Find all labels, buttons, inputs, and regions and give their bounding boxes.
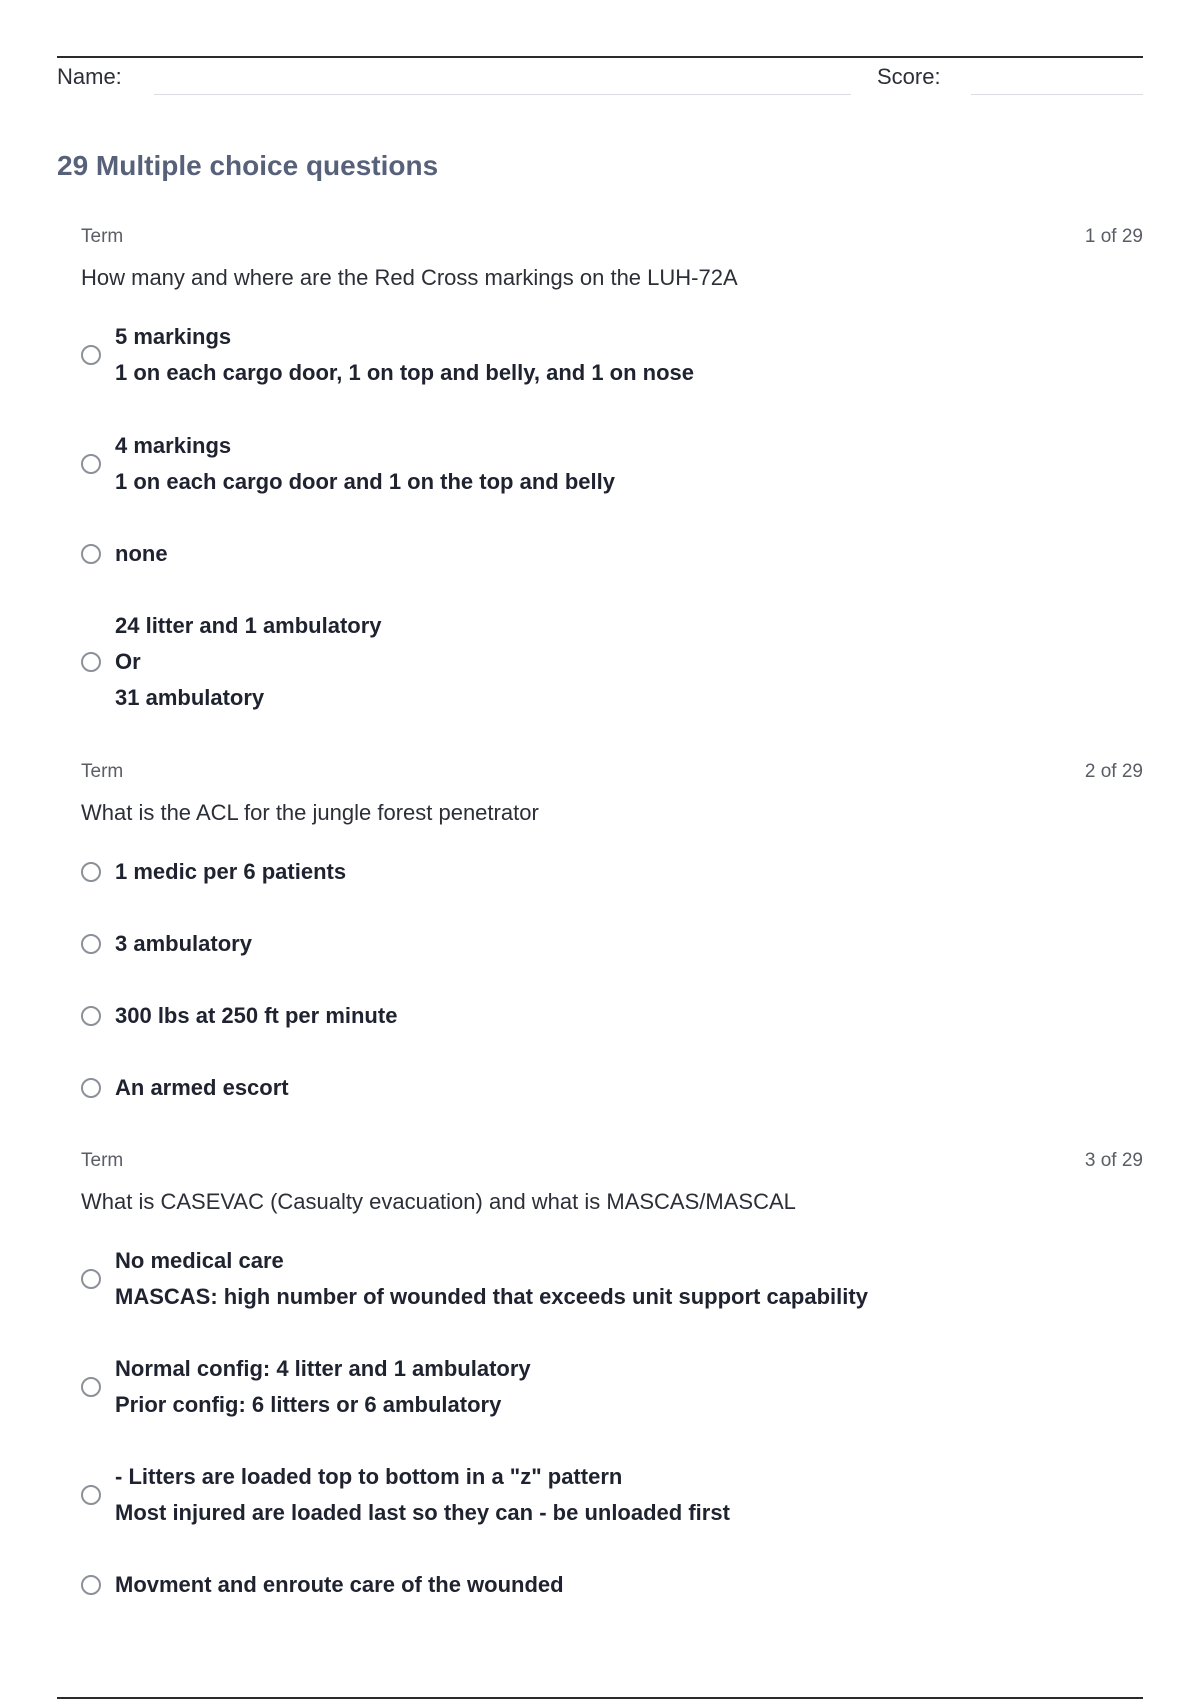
term-row [81,226,1143,252]
option-line: Or [115,649,141,674]
radio-button-icon[interactable] [81,934,101,954]
option-text [115,608,382,716]
option-text [115,1243,868,1315]
score-label: Score: [877,64,941,89]
option-text [115,998,397,1034]
radio-button-icon[interactable] [81,862,101,882]
answer-option[interactable] [81,1351,1143,1423]
option-line: none [115,541,168,566]
question-counter: 2 of 29 [1084,761,1143,782]
answer-option[interactable] [81,1243,1143,1315]
option-line: 4 markings [115,433,232,458]
question-block [81,1150,1143,1639]
option-line: 31 ambulatory [115,685,265,710]
question-text: What is the ACL for the jungle forest penetrator [81,800,539,825]
answer-option[interactable] [81,926,1143,962]
option-text [115,1567,564,1603]
option-line: An armed escort [115,1075,289,1100]
option-line: 300 lbs at 250 ft per minute [115,1003,398,1028]
option-line: 1 on each cargo door and 1 on the top and belly [115,469,615,494]
option-line: Prior config: 6 litters or 6 ambulatory [115,1392,502,1417]
question-counter: 3 of 29 [1084,1150,1143,1171]
answer-options [81,1243,1143,1603]
answer-options [81,854,1143,1106]
top-divider [57,56,1143,58]
option-line: - Litters are loaded top to bottom in a "z" pattern [115,1464,623,1489]
radio-button-icon[interactable] [81,1269,101,1289]
radio-button-icon[interactable] [81,652,101,672]
option-text [115,1459,730,1531]
term-label: Term [81,226,124,247]
question-text: How many and where are the Red Cross markings on the LUH-72A [81,265,738,290]
option-line: 1 on each cargo door, 1 on top and belly, and 1 on nose [115,360,695,385]
option-line: MASCAS: high number of wounded that exceeds unit support capability [115,1284,868,1309]
section-title: 29 Multiple choice questions [57,150,439,181]
radio-button-icon[interactable] [81,1485,101,1505]
answer-option[interactable] [81,1070,1143,1106]
term-label: Term [81,1150,124,1171]
answer-option[interactable] [81,319,1143,391]
option-text [115,926,252,962]
answer-option[interactable] [81,536,1143,572]
question-block [81,226,1143,752]
option-line: Most injured are loaded last so they can - be unloaded first [115,1500,730,1525]
answer-option[interactable] [81,854,1143,890]
option-line: 3 ambulatory [115,931,252,956]
option-line: 1 medic per 6 patients [115,859,347,884]
answer-option[interactable] [81,998,1143,1034]
option-text [115,428,615,500]
radio-button-icon[interactable] [81,454,101,474]
term-row [81,761,1143,787]
radio-button-icon[interactable] [81,1377,101,1397]
option-line: Normal config: 4 litter and 1 ambulatory [115,1356,531,1381]
option-text [115,854,346,890]
term-row [81,1150,1143,1176]
radio-button-icon[interactable] [81,1575,101,1595]
option-text [115,536,168,572]
option-line: 5 markings [115,324,232,349]
answer-option[interactable] [81,428,1143,500]
bottom-divider [57,1697,1143,1699]
question-block [81,761,1143,1142]
radio-button-icon[interactable] [81,1078,101,1098]
option-text [115,319,694,391]
term-label: Term [81,761,124,782]
radio-button-icon[interactable] [81,345,101,365]
option-text [115,1351,531,1423]
radio-button-icon[interactable] [81,1006,101,1026]
name-field[interactable] [154,94,851,95]
answer-option[interactable] [81,1567,1143,1603]
score-field[interactable] [971,94,1143,95]
question-counter: 1 of 29 [1084,226,1143,247]
answer-options [81,319,1143,716]
answer-option[interactable] [81,608,1143,716]
radio-button-icon[interactable] [81,544,101,564]
name-label: Name: [57,64,122,89]
name-score-header [57,62,1143,98]
answer-option[interactable] [81,1459,1143,1531]
question-text: What is CASEVAC (Casualty evacuation) and what is MASCAS/MASCAL [81,1189,796,1214]
option-text [115,1070,289,1106]
option-line: Movment and enroute care of the wounded [115,1572,564,1597]
option-line: 24 litter and 1 ambulatory [115,613,382,638]
option-line: No medical care [115,1248,284,1273]
